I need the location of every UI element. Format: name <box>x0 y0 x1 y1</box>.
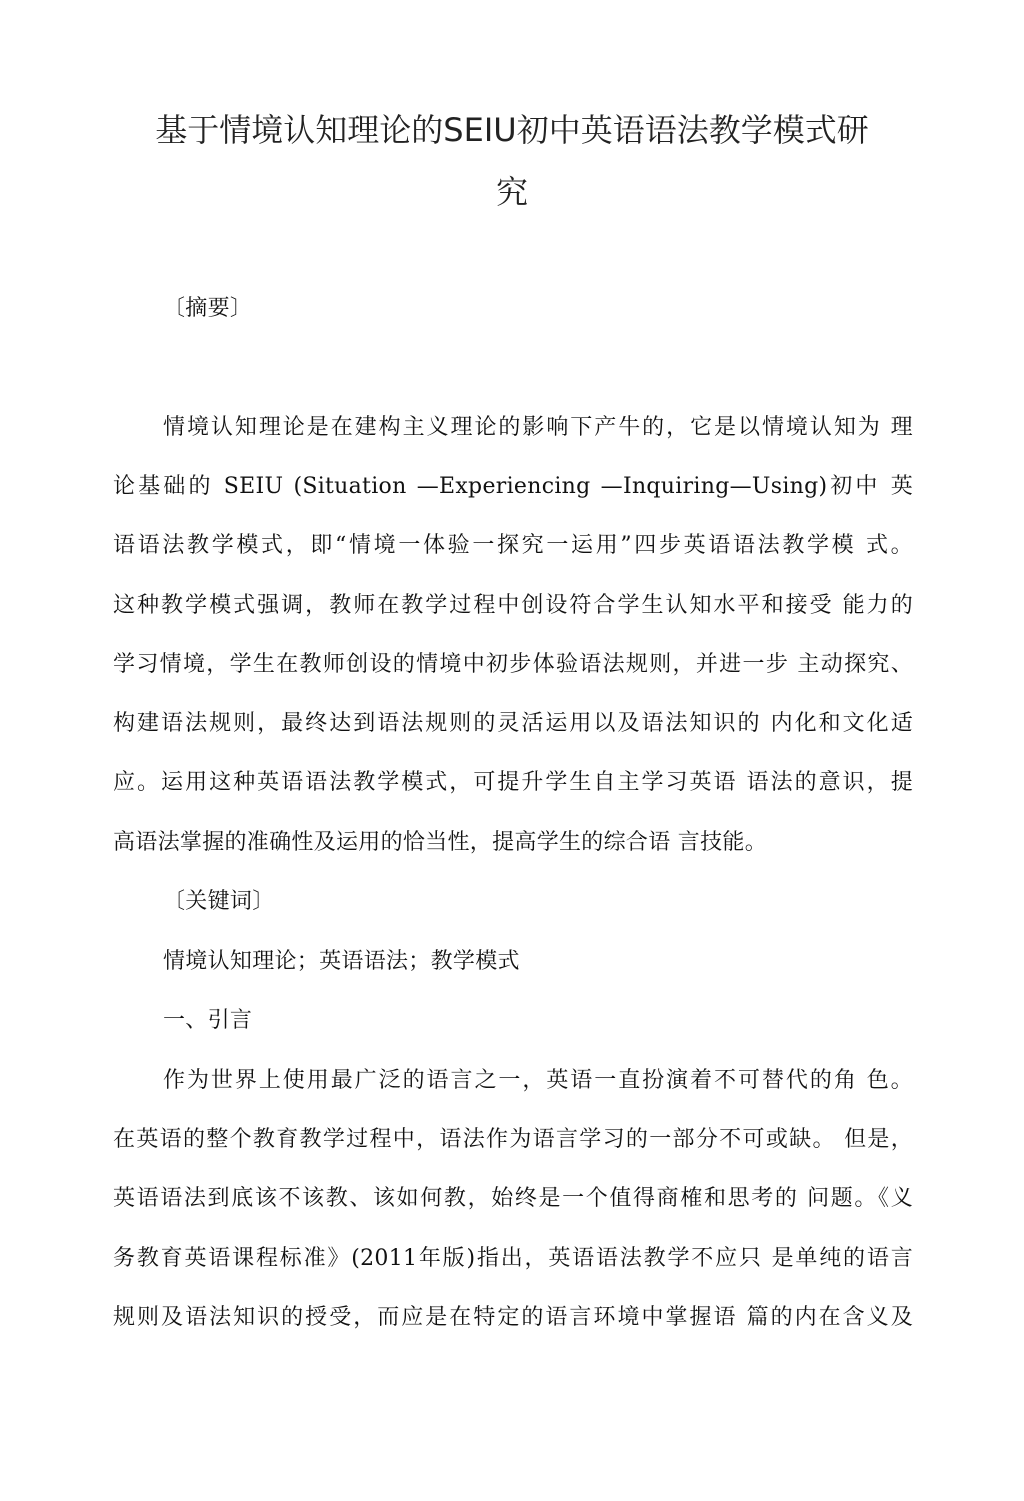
body-line: 作为世界上使用最广泛的语言之一，英语一直扮演着不可替代的角 色。 <box>163 1068 913 1093</box>
abstract-label: 〔摘要〕 <box>163 296 253 321</box>
abstract-line: 论基础的 SEIU (Situation —Experiencing —Inquiring—Using)初中 英 <box>113 474 913 499</box>
body-line: 务教育英语课程标准》(2011年版)指出，英语语法教学不应只 是单纯的语言 <box>113 1246 913 1271</box>
body-line: 在英语的整个教育教学过程中，语法作为语言学习的一部分不可或缺。 但是， <box>113 1127 913 1152</box>
abstract-line: 这种教学模式强调，教师在教学过程中创设符合学生认知水平和接受 能力的 <box>113 593 913 618</box>
abstract-line: 应。运用这种英语语法教学模式，可提升学生自主学习英语 语法的意识，提 <box>113 770 913 795</box>
abstract-line: 情境认知理论是在建构主义理论的影响下产牛的，它是以情境认知为 理 <box>163 415 913 440</box>
abstract-line: 语语法教学模式，即“情境一体验一探究一运用”四步英语语法教学模 式。 <box>113 533 913 558</box>
section-heading: 一、引言 <box>163 1008 253 1033</box>
body-line: 规则及语法知识的授受，而应是在特定的语言环境中掌握语 篇的内在含义及 <box>113 1305 913 1330</box>
keywords-text: 情境认知理论；英语语法；教学模式 <box>163 949 520 974</box>
abstract-line: 构建语法规则，最终达到语法规则的灵活运用以及语法知识的 内化和文化适 <box>113 711 913 736</box>
abstract-line: 高语法掌握的准确性及运用的恰当性，提高学生的综合语 言技能。 <box>113 830 767 855</box>
document-title-line-2: 究 <box>495 173 528 211</box>
document-title-line-1: 基于情境认知理论的SEIU初中英语语法教学模式研 <box>155 111 869 149</box>
keywords-label: 〔关键词〕 <box>163 889 275 914</box>
body-line: 英语语法到底该不该教、该如何教，始终是一个值得商榷和思考的 问题。《义 <box>113 1186 913 1211</box>
abstract-line: 学习情境，学生在教师创设的情境中初步体验语法规则，并进一步 主动探究、 <box>113 652 913 677</box>
